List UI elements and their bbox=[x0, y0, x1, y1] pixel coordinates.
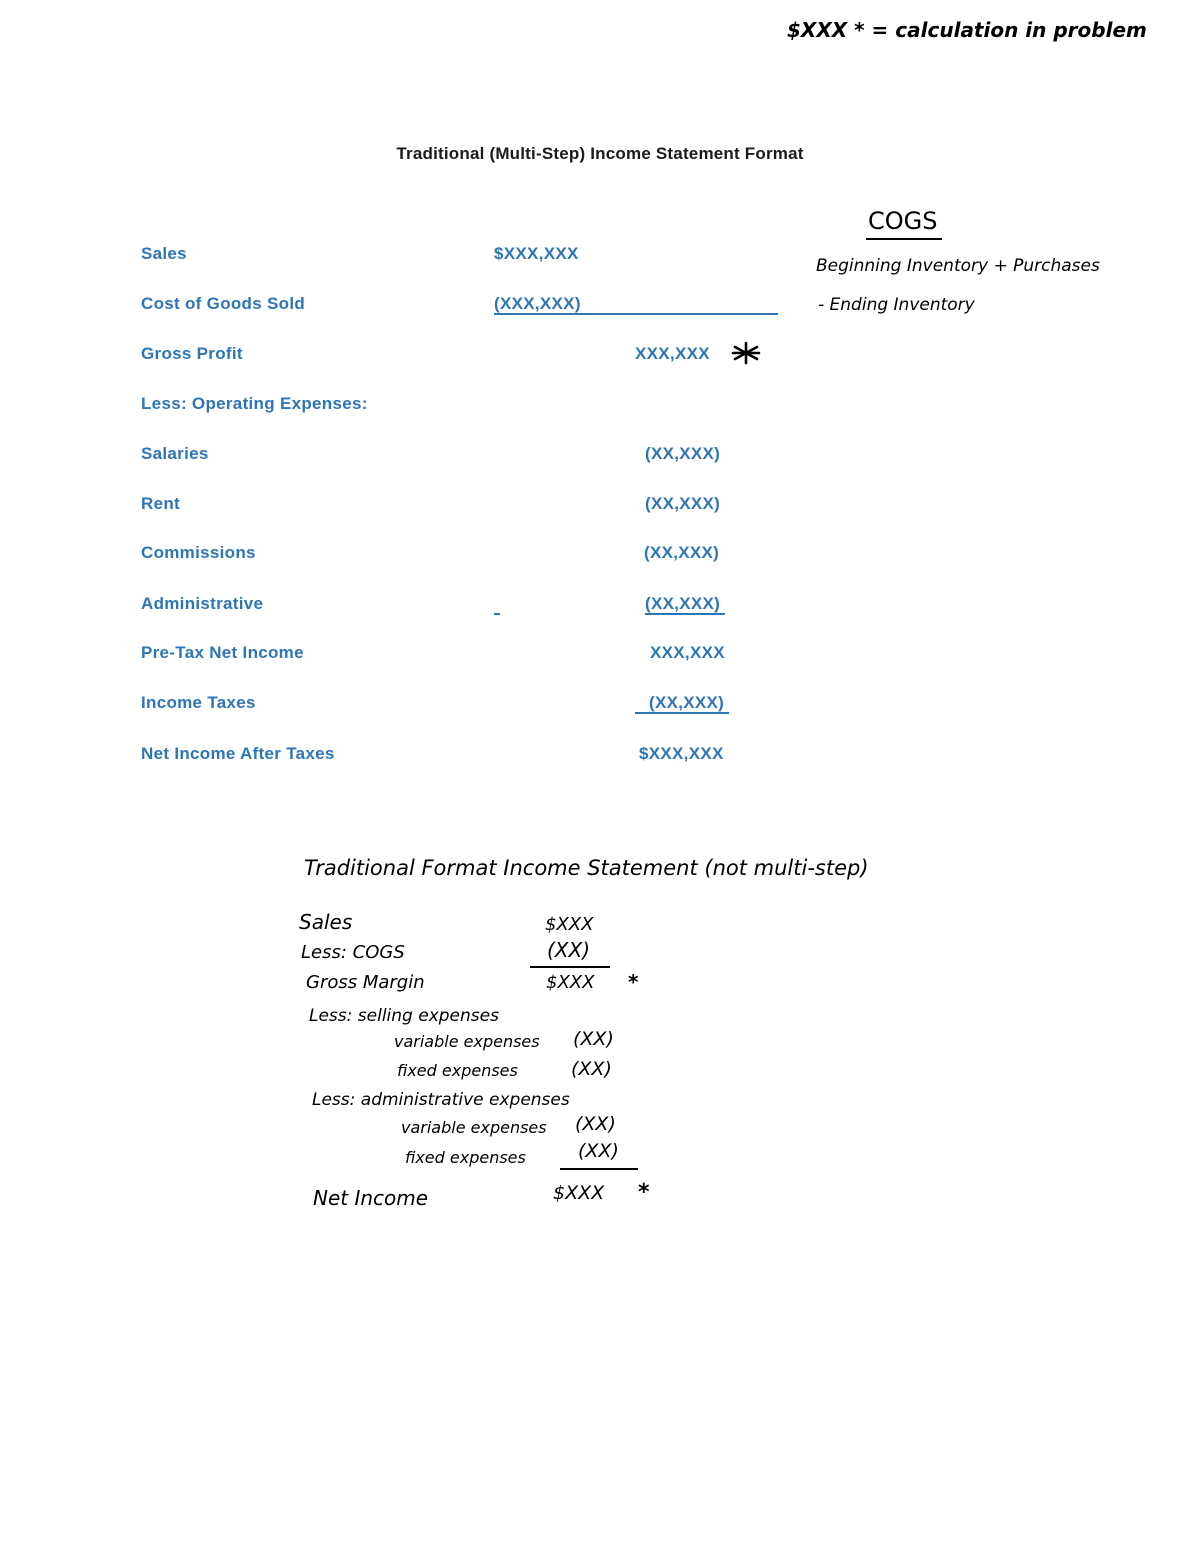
rent-value: (XX,XXX) bbox=[645, 494, 721, 513]
hw-net-income-value: $XXX bbox=[553, 1182, 605, 1204]
hw-selling-variable-value: (XX) bbox=[573, 1028, 614, 1050]
cogs-value: (XXX,XXX) bbox=[494, 294, 581, 313]
hw-selling-variable-label: variable expenses bbox=[394, 1032, 540, 1051]
hw-gross-margin-mark: * bbox=[628, 970, 639, 994]
gross-profit-label: Gross Profit bbox=[141, 344, 243, 363]
hw-admin-variable-label: variable expenses bbox=[401, 1118, 547, 1137]
asterisk-mark bbox=[732, 341, 760, 365]
hw-gross-margin-label: Gross Margin bbox=[306, 972, 425, 993]
sales-label: Sales bbox=[141, 244, 187, 263]
administrative-underline bbox=[645, 613, 725, 615]
hw-admin-variable-value: (XX) bbox=[575, 1113, 616, 1135]
cogs-label: Cost of Goods Sold bbox=[141, 294, 306, 313]
hw-net-income-mark: * bbox=[638, 1180, 650, 1205]
operating-expenses-label: Less: Operating Expenses: bbox=[141, 394, 368, 413]
sales-value: $XXX,XXX bbox=[494, 244, 579, 263]
hw-gross-margin-value: $XXX bbox=[546, 972, 595, 993]
net-income-label: Net Income After Taxes bbox=[141, 744, 335, 763]
handwritten-note-calculation: $XXX * = calculation in problem bbox=[787, 18, 1147, 42]
cogs-note-line-2: - Ending Inventory bbox=[818, 295, 975, 315]
net-income-value: $XXX,XXX bbox=[639, 744, 724, 763]
hw-admin-fixed-label: fixed expenses bbox=[405, 1148, 526, 1167]
handwritten-title: Traditional Format Income Statement (not multi-step) bbox=[304, 856, 869, 880]
hw-admin-fixed-value: (XX) bbox=[578, 1140, 619, 1162]
hw-cogs-underline bbox=[530, 966, 610, 968]
gross-profit-value: XXX,XXX bbox=[635, 344, 710, 363]
hw-selling-fixed-label: fixed expenses bbox=[397, 1061, 518, 1080]
income-taxes-value: (XX,XXX) bbox=[649, 693, 725, 712]
cogs-note-heading: COGS bbox=[868, 207, 938, 235]
administrative-label: Administrative bbox=[141, 594, 264, 613]
commissions-label: Commissions bbox=[141, 543, 256, 562]
pretax-income-label: Pre-Tax Net Income bbox=[141, 643, 304, 662]
hw-cogs-value: (XX) bbox=[547, 938, 591, 962]
hw-selling-fixed-value: (XX) bbox=[571, 1058, 612, 1080]
cogs-heading-underline bbox=[866, 238, 942, 240]
income-taxes-label: Income Taxes bbox=[141, 693, 256, 712]
hw-selling-expenses-heading: Less: selling expenses bbox=[309, 1006, 499, 1026]
hw-admin-expenses-heading: Less: administrative expenses bbox=[312, 1090, 570, 1110]
cogs-note-line-1: Beginning Inventory + Purchases bbox=[816, 256, 1100, 276]
hw-sales-value: $XXX bbox=[545, 914, 594, 935]
commissions-value: (XX,XXX) bbox=[644, 543, 720, 562]
administrative-value: (XX,XXX) bbox=[645, 594, 721, 613]
cogs-underline bbox=[494, 313, 778, 315]
rent-label: Rent bbox=[141, 494, 180, 513]
stray-dash-mark bbox=[494, 613, 500, 615]
salaries-label: Salaries bbox=[141, 444, 209, 463]
hw-cogs-label: Less: COGS bbox=[301, 942, 405, 963]
income-taxes-underline bbox=[635, 712, 729, 714]
hw-net-income-label: Net Income bbox=[313, 1186, 429, 1210]
pretax-income-value: XXX,XXX bbox=[650, 643, 725, 662]
page-title: Traditional (Multi-Step) Income Statement Format bbox=[396, 144, 804, 163]
hw-admin-underline bbox=[560, 1168, 638, 1170]
salaries-value: (XX,XXX) bbox=[645, 444, 721, 463]
hw-sales-label: Sales bbox=[299, 910, 353, 934]
